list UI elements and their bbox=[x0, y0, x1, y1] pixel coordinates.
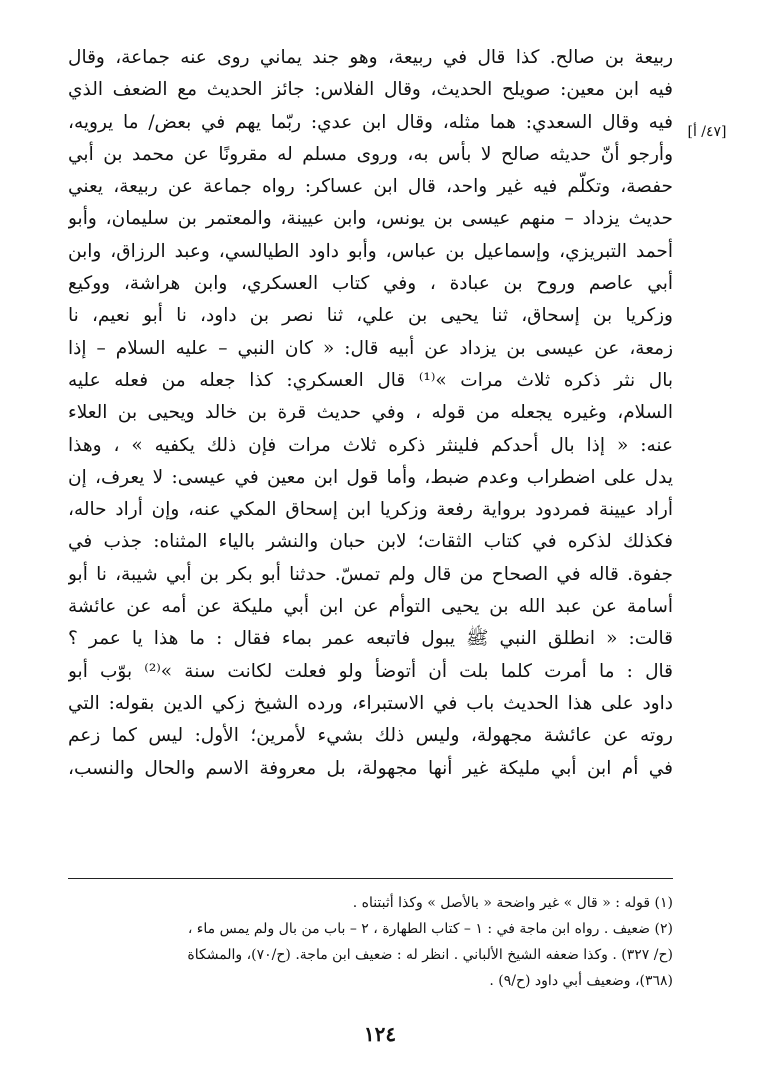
text-line: حفصة، وتكلّم فيه غير واحد، قال ابن عساكر: رواه جماعة عن ربيعة، يعني bbox=[68, 176, 673, 198]
text-line: يدل على اضطراب وعدم ضبط، وأما قول ابن معين في عيسى: لا يعرف، إن bbox=[68, 466, 673, 488]
footnotes bbox=[68, 890, 673, 994]
text-line: ربيعة بن صالح. كذا قال في ربيعة، وهو جند يماني روى عنه جماعة، وقال bbox=[68, 47, 673, 68]
footnote-line: (١) قوله : « قال » غير واضحة « بالأصل » وكذا أثبتناه . bbox=[352, 895, 673, 911]
text-line: أسامة عن عبد الله بن يحيى التوأم عن ابن أبي مليكة عن أمه عن عائشة bbox=[68, 596, 673, 618]
text-line: فيه وقال السعدي: هما مثله، وقال ابن عدي: ربّما يهم في بعض/ ما يرويه، bbox=[68, 111, 673, 133]
text-line: أبي عاصم وروح بن عبادة ، وفي كتاب العسكري، وابن هراشة، ووكيع bbox=[68, 273, 673, 295]
text-line: قال : ما أمرت كلما بلت أن أتوضأ ولو فعلت لكانت سنة »⁽²⁾ بوّب أبو bbox=[68, 660, 673, 682]
text-line: بال نثر ذكره ثلاث مرات »⁽¹⁾ قال العسكري: كذا جعله من فعله عليه bbox=[68, 369, 673, 391]
page-number: ١٢٤ bbox=[363, 1022, 397, 1046]
footnote-line: (ح/ ٣٢٧) . وكذا ضعفه الشيخ الألباني . انظر له : ضعيف ابن ماجة. (ح/٧٠)، والمشكاة bbox=[187, 947, 673, 963]
text-line: أحمد التبريزي، وإسماعيل بن عباس، وأبو داود الطيالسي، وعبد الرزاق، وابن bbox=[68, 240, 673, 262]
text-line: داود على هذا الحديث باب في الاستبراء، ورده الشيخ زكي الدين بقوله: التي bbox=[68, 692, 673, 714]
text-line: قالت: « انطلق النبي ﷺ يبول فاتبعه عمر بماء فقال : ما هذا يا عمر ؟ bbox=[68, 628, 673, 650]
main-text bbox=[68, 42, 673, 785]
manuscript-folio-note: [٤٧/ أ] bbox=[687, 124, 727, 140]
text-line: السلام، وغيره يجعله من قوله ، وفي حديث قرة بن خالد ويحيى بن العلاء bbox=[68, 402, 673, 424]
text-line: وزكريا بن إسحاق، ثنا يحيى بن علي، ثنا نصر بن داود، نا أبو نعيم، نا bbox=[68, 305, 673, 327]
text-line: حديث يزداد – منهم عيسى بن يونس، وابن عيينة، والمعتمر بن سليمان، وأبو bbox=[68, 208, 673, 230]
text-line: في أم ابن أبي مليكة غير أنها مجهولة، بل معروفة الاسم والحال والنسب، bbox=[68, 757, 673, 779]
text-line: روته عن عائشة مجهولة، وليس ذلك بشيء لأمرين؛ الأول: ليس كما زعم bbox=[68, 725, 673, 747]
text-line: جفوة. قاله في الصحاح من قال ولم تمسّ. حدثنا أبو بكر بن أبي شيبة، نا أبو bbox=[68, 563, 673, 585]
text-line: زمعة، عن عيسى بن يزداد عن أبيه قال: « كان النبي – عليه السلام – إذا bbox=[68, 337, 673, 359]
text-line: أراد عيينة فمردود برواية رفعة وزكريا ابن إسحاق المكي عنه، وإن أراد حاله، bbox=[68, 499, 673, 521]
text-line: فكذلك لذكره في كتاب الثقات؛ لابن حبان والنشر بالياء المثناه: جذب في bbox=[68, 531, 673, 553]
text-line: فيه ابن معين: صويلح الحديث، وقال الفلاس: جائز الحديث مع الضعف الذي bbox=[68, 79, 673, 101]
footnote-separator bbox=[68, 878, 673, 879]
footnote-line: (٣٦٨)، وضعيف أبي داود (ح/٩) . bbox=[489, 973, 673, 989]
footnote-line: (٢) ضعيف . رواه ابن ماجة في : ١ – كتاب الطهارة ، ٢ – باب من بال ولم يمس ماء ، bbox=[187, 921, 673, 937]
text-line: عنه: « إذا بال أحدكم فلينثر ذكره ثلاث مرات فإن ذلك يكفيه » ، وهذا bbox=[68, 434, 673, 456]
text-line: وأرجو أنّ حديثه صالح لا بأس به، وروى مسلم له مقرونًا عن محمد بن أبي bbox=[68, 143, 673, 165]
